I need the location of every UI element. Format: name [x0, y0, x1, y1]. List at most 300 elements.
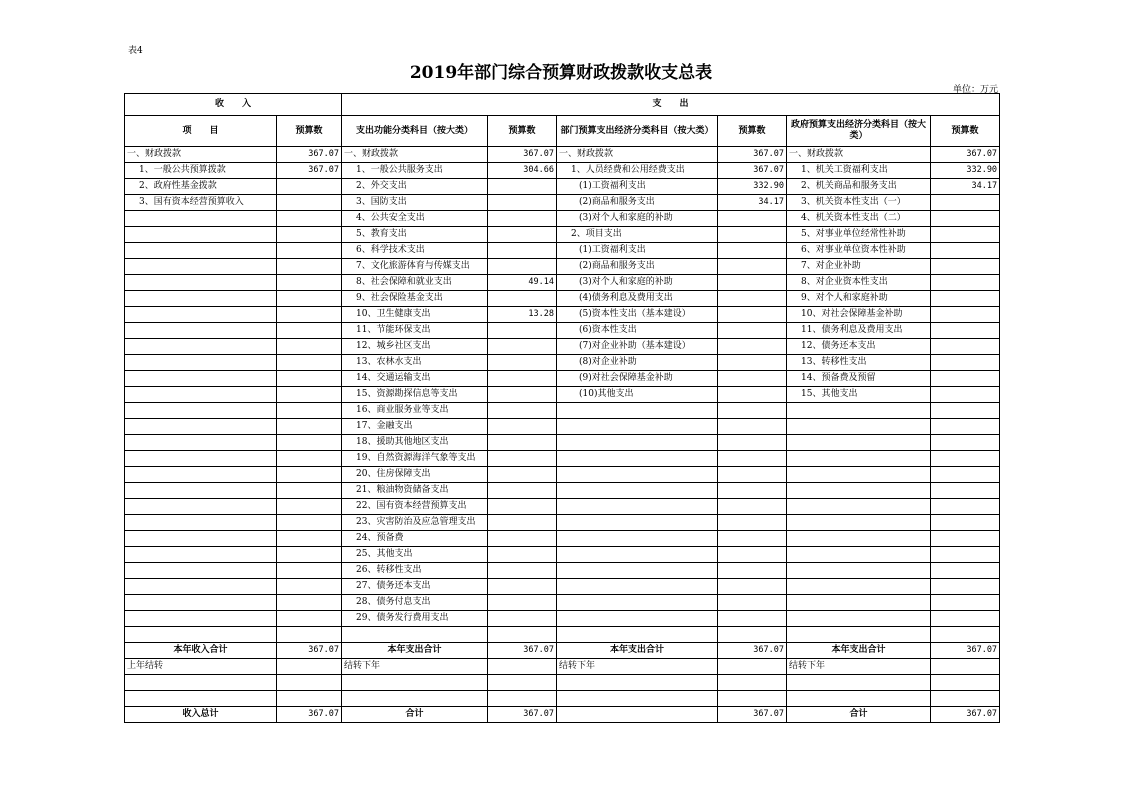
func-budget-cell: [488, 515, 557, 531]
income-budget-cell: [277, 419, 342, 435]
expense-section-header: 支 出: [342, 94, 1000, 116]
gov-item-cell: 13、转移性支出: [787, 355, 931, 371]
gov-budget-cell: [931, 595, 1000, 611]
totals-row: [125, 643, 1000, 659]
func-item-cell: 29、债务发行费用支出: [342, 611, 488, 627]
func-item-cell: 28、债务付息支出: [342, 595, 488, 611]
dept-item-cell: (2)商品和服务支出: [557, 195, 718, 211]
table-row: [125, 179, 1000, 195]
gov-item-cell: 6、对事业单位资本性补助: [787, 243, 931, 259]
income-item-cell: [125, 371, 277, 387]
page-title: 2019年部门综合预算财政拨款收支总表: [409, 63, 713, 83]
income-total-label: 本年收入合计: [125, 643, 277, 659]
gov-budget-cell: [931, 243, 1000, 259]
budget-table: [124, 93, 1000, 723]
func-item-cell: 2、外交支出: [342, 179, 488, 195]
income-budget-cell: [277, 515, 342, 531]
func-grand-value: 367.07: [488, 707, 557, 723]
col-header-dept: 部门预算支出经济分类科目（按大类）: [557, 116, 718, 147]
func-budget-cell: [488, 483, 557, 499]
income-budget-cell: [277, 563, 342, 579]
dept-budget-cell: [718, 403, 787, 419]
func-budget-cell: [488, 563, 557, 579]
gov-grand-value: 367.07: [931, 707, 1000, 723]
func-item-cell: 26、转移性支出: [342, 563, 488, 579]
table-row: [125, 547, 1000, 563]
gov-budget-cell: [931, 339, 1000, 355]
income-item-cell: [125, 291, 277, 307]
gov-budget-cell: [931, 451, 1000, 467]
gov-budget-cell: [931, 419, 1000, 435]
gov-item-cell: [787, 419, 931, 435]
gov-budget-cell: [931, 275, 1000, 291]
gov-item-cell: [787, 483, 931, 499]
gov-item-cell: [787, 547, 931, 563]
gov-budget-cell: [931, 435, 1000, 451]
dept-item-cell: (2)商品和服务支出: [557, 259, 718, 275]
dept-budget-cell: 332.90: [718, 179, 787, 195]
income-item-cell: [125, 403, 277, 419]
func-budget-cell: [488, 227, 557, 243]
income-item-cell: [125, 387, 277, 403]
gov-total-label: 本年支出合计: [787, 643, 931, 659]
dept-item-cell: (5)资本性支出（基本建设）: [557, 307, 718, 323]
dept-budget-cell: [718, 307, 787, 323]
gov-budget-cell: [931, 563, 1000, 579]
func-item-cell: 一、财政拨款: [342, 147, 488, 163]
dept-item-cell: 一、财政拨款: [557, 147, 718, 163]
table-row: [125, 291, 1000, 307]
income-budget-cell: [277, 371, 342, 387]
dept-total-value: 367.07: [718, 643, 787, 659]
gov-budget-cell: [931, 307, 1000, 323]
income-budget-cell: [277, 595, 342, 611]
col-header-gov: 政府预算支出经济分类科目（按大类）: [787, 116, 931, 147]
func-budget-cell: 49.14: [488, 275, 557, 291]
func-budget-cell: [488, 451, 557, 467]
income-item-cell: [125, 435, 277, 451]
func-budget-cell: [488, 579, 557, 595]
income-budget-cell: [277, 499, 342, 515]
income-item-cell: [125, 275, 277, 291]
func-budget-cell: 304.66: [488, 163, 557, 179]
gov-budget-cell: [931, 467, 1000, 483]
gov-budget-cell: [931, 259, 1000, 275]
gov-item-cell: [787, 579, 931, 595]
dept-item-cell: [557, 435, 718, 451]
gov-total-value: 367.07: [931, 643, 1000, 659]
table-row: [125, 275, 1000, 291]
table-row: [125, 227, 1000, 243]
income-total-value: 367.07: [277, 643, 342, 659]
income-item-cell: [125, 355, 277, 371]
table-row: [125, 467, 1000, 483]
gov-budget-cell: [931, 323, 1000, 339]
table-row: [125, 595, 1000, 611]
income-budget-cell: [277, 611, 342, 627]
income-item-cell: [125, 499, 277, 515]
income-budget-cell: [277, 531, 342, 547]
dept-item-cell: [557, 595, 718, 611]
income-item-cell: [125, 419, 277, 435]
func-item-cell: 27、债务还本支出: [342, 579, 488, 595]
gov-budget-cell: [931, 483, 1000, 499]
table-row: [125, 163, 1000, 179]
gov-item-cell: [787, 467, 931, 483]
dept-budget-cell: [718, 499, 787, 515]
gov-item-cell: [787, 611, 931, 627]
spacer-row: [125, 627, 1000, 643]
gov-budget-cell: 332.90: [931, 163, 1000, 179]
income-budget-cell: [277, 547, 342, 563]
table-row: [125, 259, 1000, 275]
func-item-cell: 25、其他支出: [342, 547, 488, 563]
header-row-columns: [125, 116, 1000, 147]
dept-grand-label: [557, 707, 718, 723]
income-item-cell: [125, 515, 277, 531]
dept-item-cell: (9)对社会保障基金补助: [557, 371, 718, 387]
gov-item-cell: [787, 499, 931, 515]
gov-item-cell: 5、对事业单位经常性补助: [787, 227, 931, 243]
gov-item-cell: [787, 451, 931, 467]
func-item-cell: 3、国防支出: [342, 195, 488, 211]
func-budget-cell: [488, 403, 557, 419]
col-header-budget: 预算数: [488, 116, 557, 147]
income-item-cell: [125, 483, 277, 499]
income-budget-cell: [277, 435, 342, 451]
gov-item-cell: 12、债务还本支出: [787, 339, 931, 355]
func-total-value: 367.07: [488, 643, 557, 659]
func-item-cell: 24、预备费: [342, 531, 488, 547]
gov-item-cell: [787, 515, 931, 531]
dept-budget-cell: [718, 419, 787, 435]
table-row: [125, 579, 1000, 595]
func-budget-cell: [488, 371, 557, 387]
income-grand-label: 收入总计: [125, 707, 277, 723]
table-row: [125, 499, 1000, 515]
table-row: [125, 147, 1000, 163]
income-grand-value: 367.07: [277, 707, 342, 723]
gov-budget-cell: [931, 499, 1000, 515]
gov-item-cell: 8、对企业资本性支出: [787, 275, 931, 291]
func-budget-cell: 367.07: [488, 147, 557, 163]
income-item-cell: 1、一般公共预算拨款: [125, 163, 277, 179]
dept-item-cell: [557, 483, 718, 499]
income-budget-cell: [277, 355, 342, 371]
income-budget-cell: [277, 243, 342, 259]
dept-item-cell: [557, 563, 718, 579]
dept-budget-cell: [718, 323, 787, 339]
gov-budget-cell: [931, 579, 1000, 595]
dept-item-cell: [557, 467, 718, 483]
gov-item-cell: 3、机关资本性支出（一）: [787, 195, 931, 211]
gov-budget-cell: [931, 531, 1000, 547]
income-budget-cell: [277, 211, 342, 227]
dept-budget-cell: [718, 467, 787, 483]
income-budget-cell: [277, 483, 342, 499]
table-row: [125, 339, 1000, 355]
gov-item-cell: 一、财政拨款: [787, 147, 931, 163]
dept-budget-cell: [718, 355, 787, 371]
func-item-cell: 21、粮油物资储备支出: [342, 483, 488, 499]
func-budget-cell: [488, 531, 557, 547]
func-item-cell: 19、自然资源海洋气象等支出: [342, 451, 488, 467]
dept-grand-value: 367.07: [718, 707, 787, 723]
dept-budget-cell: 34.17: [718, 195, 787, 211]
income-budget-cell: [277, 451, 342, 467]
gov-item-cell: 4、机关资本性支出（二）: [787, 211, 931, 227]
table-row: [125, 243, 1000, 259]
income-budget-cell: [277, 339, 342, 355]
income-budget-cell: [277, 291, 342, 307]
gov-item-cell: 15、其他支出: [787, 387, 931, 403]
dept-item-cell: [557, 547, 718, 563]
dept-item-cell: [557, 611, 718, 627]
income-budget-cell: [277, 227, 342, 243]
dept-budget-cell: [718, 563, 787, 579]
income-budget-cell: [277, 323, 342, 339]
income-budget-cell: 367.07: [277, 147, 342, 163]
func-item-cell: 12、城乡社区支出: [342, 339, 488, 355]
func-item-cell: 11、节能环保支出: [342, 323, 488, 339]
gov-budget-cell: [931, 387, 1000, 403]
table-row: [125, 451, 1000, 467]
func-item-cell: 9、社会保险基金支出: [342, 291, 488, 307]
gov-budget-cell: [931, 227, 1000, 243]
income-item-cell: [125, 563, 277, 579]
gov-budget-cell: [931, 211, 1000, 227]
col-header-budget: 预算数: [718, 116, 787, 147]
func-budget-cell: 13.28: [488, 307, 557, 323]
income-budget-cell: [277, 259, 342, 275]
dept-budget-cell: [718, 227, 787, 243]
func-item-cell: 15、资源勘探信息等支出: [342, 387, 488, 403]
gov-grand-label: 合计: [787, 707, 931, 723]
dept-item-cell: (4)债务利息及费用支出: [557, 291, 718, 307]
table-row: [125, 307, 1000, 323]
dept-item-cell: (8)对企业补助: [557, 355, 718, 371]
dept-item-cell: (6)资本性支出: [557, 323, 718, 339]
income-budget-cell: [277, 179, 342, 195]
col-header-func: 支出功能分类科目（按大类）: [342, 116, 488, 147]
dept-budget-cell: [718, 339, 787, 355]
income-budget-cell: [277, 275, 342, 291]
gov-item-cell: 14、预备费及预留: [787, 371, 931, 387]
func-item-cell: 23、灾害防治及应急管理支出: [342, 515, 488, 531]
func-total-label: 本年支出合计: [342, 643, 488, 659]
gov-budget-cell: 367.07: [931, 147, 1000, 163]
income-item-cell: [125, 547, 277, 563]
func-budget-cell: [488, 611, 557, 627]
func-budget-cell: [488, 467, 557, 483]
table-row: [125, 563, 1000, 579]
income-section-header: 收 入: [125, 94, 342, 116]
dept-budget-cell: [718, 211, 787, 227]
dept-item-cell: 2、项目支出: [557, 227, 718, 243]
dept-budget-cell: 367.07: [718, 147, 787, 163]
func-item-cell: 1、一般公共服务支出: [342, 163, 488, 179]
func-item-cell: 8、社会保障和就业支出: [342, 275, 488, 291]
func-budget-cell: [488, 595, 557, 611]
header-row-sections: [125, 94, 1000, 116]
dept-budget-cell: [718, 483, 787, 499]
dept-budget-cell: [718, 595, 787, 611]
dept-budget-cell: [718, 451, 787, 467]
func-item-cell: 4、公共安全支出: [342, 211, 488, 227]
func-item-cell: 18、援助其他地区支出: [342, 435, 488, 451]
table-row: [125, 195, 1000, 211]
gov-budget-cell: [931, 291, 1000, 307]
func-budget-cell: [488, 339, 557, 355]
carry-prev-label: 上年结转: [125, 659, 277, 675]
income-budget-cell: [277, 579, 342, 595]
func-budget-cell: [488, 499, 557, 515]
gov-item-cell: 10、对社会保障基金补助: [787, 307, 931, 323]
dept-item-cell: (3)对个人和家庭的补助: [557, 211, 718, 227]
dept-budget-cell: [718, 291, 787, 307]
gov-item-cell: [787, 563, 931, 579]
gov-item-cell: [787, 531, 931, 547]
income-budget-cell: 367.07: [277, 163, 342, 179]
income-item-cell: [125, 211, 277, 227]
func-item-cell: 5、教育支出: [342, 227, 488, 243]
gov-budget-cell: [931, 195, 1000, 211]
income-budget-cell: [277, 403, 342, 419]
gov-budget-cell: [931, 371, 1000, 387]
table-row: [125, 435, 1000, 451]
func-budget-cell: [488, 323, 557, 339]
dept-item-cell: [557, 451, 718, 467]
income-item-cell: [125, 595, 277, 611]
func-budget-cell: [488, 419, 557, 435]
table-row: [125, 387, 1000, 403]
table-row: [125, 515, 1000, 531]
dept-item-cell: [557, 499, 718, 515]
table-row: [125, 419, 1000, 435]
table-row: [125, 371, 1000, 387]
func-item-cell: 6、科学技术支出: [342, 243, 488, 259]
income-item-cell: [125, 243, 277, 259]
dept-budget-cell: [718, 547, 787, 563]
dept-budget-cell: [718, 259, 787, 275]
carry-next-dept: 结转下年: [557, 659, 718, 675]
income-budget-cell: [277, 307, 342, 323]
func-item-cell: 14、交通运输支出: [342, 371, 488, 387]
gov-budget-cell: [931, 611, 1000, 627]
carry-row: [125, 659, 1000, 675]
dept-item-cell: 1、人员经费和公用经费支出: [557, 163, 718, 179]
table-row: [125, 531, 1000, 547]
func-budget-cell: [488, 291, 557, 307]
income-budget-cell: [277, 467, 342, 483]
func-item-cell: 16、商业服务业等支出: [342, 403, 488, 419]
dept-budget-cell: [718, 579, 787, 595]
gov-item-cell: 2、机关商品和服务支出: [787, 179, 931, 195]
dept-item-cell: (3)对个人和家庭的补助: [557, 275, 718, 291]
func-grand-label: 合计: [342, 707, 488, 723]
func-budget-cell: [488, 259, 557, 275]
income-item-cell: 3、国有资本经营预算收入: [125, 195, 277, 211]
income-item-cell: [125, 323, 277, 339]
dept-item-cell: (7)对企业补助（基本建设）: [557, 339, 718, 355]
carry-next-gov: 结转下年: [787, 659, 931, 675]
gov-budget-cell: [931, 547, 1000, 563]
func-budget-cell: [488, 355, 557, 371]
dept-item-cell: (10)其他支出: [557, 387, 718, 403]
func-item-cell: 7、文化旅游体育与传媒支出: [342, 259, 488, 275]
income-item-cell: [125, 579, 277, 595]
func-budget-cell: [488, 435, 557, 451]
table-row: [125, 483, 1000, 499]
gov-budget-cell: 34.17: [931, 179, 1000, 195]
func-budget-cell: [488, 211, 557, 227]
dept-item-cell: (1)工资福利支出: [557, 179, 718, 195]
dept-budget-cell: [718, 243, 787, 259]
func-item-cell: 10、卫生健康支出: [342, 307, 488, 323]
func-budget-cell: [488, 387, 557, 403]
income-item-cell: [125, 531, 277, 547]
income-item-cell: [125, 339, 277, 355]
income-item-cell: [125, 451, 277, 467]
empty-row: [125, 691, 1000, 707]
grand-total-row: [125, 707, 1000, 723]
col-header-budget: 预算数: [931, 116, 1000, 147]
gov-budget-cell: [931, 515, 1000, 531]
gov-budget-cell: [931, 355, 1000, 371]
table-row: [125, 355, 1000, 371]
income-item-cell: 一、财政拨款: [125, 147, 277, 163]
empty-row: [125, 675, 1000, 691]
income-item-cell: [125, 227, 277, 243]
income-budget-cell: [277, 387, 342, 403]
dept-budget-cell: [718, 435, 787, 451]
table-row: [125, 211, 1000, 227]
func-item-cell: 22、国有资本经营预算支出: [342, 499, 488, 515]
gov-item-cell: 1、机关工资福利支出: [787, 163, 931, 179]
dept-budget-cell: [718, 275, 787, 291]
carry-next-func: 结转下年: [342, 659, 488, 675]
gov-item-cell: 9、对个人和家庭补助: [787, 291, 931, 307]
gov-item-cell: [787, 595, 931, 611]
dept-item-cell: [557, 515, 718, 531]
func-budget-cell: [488, 179, 557, 195]
dept-item-cell: [557, 579, 718, 595]
func-item-cell: 20、住房保障支出: [342, 467, 488, 483]
dept-budget-cell: [718, 371, 787, 387]
sheet-tag: 表4: [128, 46, 143, 56]
func-budget-cell: [488, 195, 557, 211]
table-row: [125, 403, 1000, 419]
dept-total-label: 本年支出合计: [557, 643, 718, 659]
gov-item-cell: [787, 435, 931, 451]
unit-label: 单位：万元: [952, 85, 998, 95]
func-budget-cell: [488, 243, 557, 259]
dept-budget-cell: [718, 611, 787, 627]
dept-budget-cell: [718, 387, 787, 403]
gov-item-cell: 7、对企业补助: [787, 259, 931, 275]
dept-item-cell: [557, 531, 718, 547]
col-header-item: 项 目: [125, 116, 277, 147]
func-item-cell: 17、金融支出: [342, 419, 488, 435]
dept-budget-cell: 367.07: [718, 163, 787, 179]
dept-budget-cell: [718, 531, 787, 547]
table-row: [125, 323, 1000, 339]
income-item-cell: 2、政府性基金拨款: [125, 179, 277, 195]
gov-item-cell: 11、债务利息及费用支出: [787, 323, 931, 339]
dept-item-cell: (1)工资福利支出: [557, 243, 718, 259]
table-row: [125, 611, 1000, 627]
col-header-budget: 预算数: [277, 116, 342, 147]
